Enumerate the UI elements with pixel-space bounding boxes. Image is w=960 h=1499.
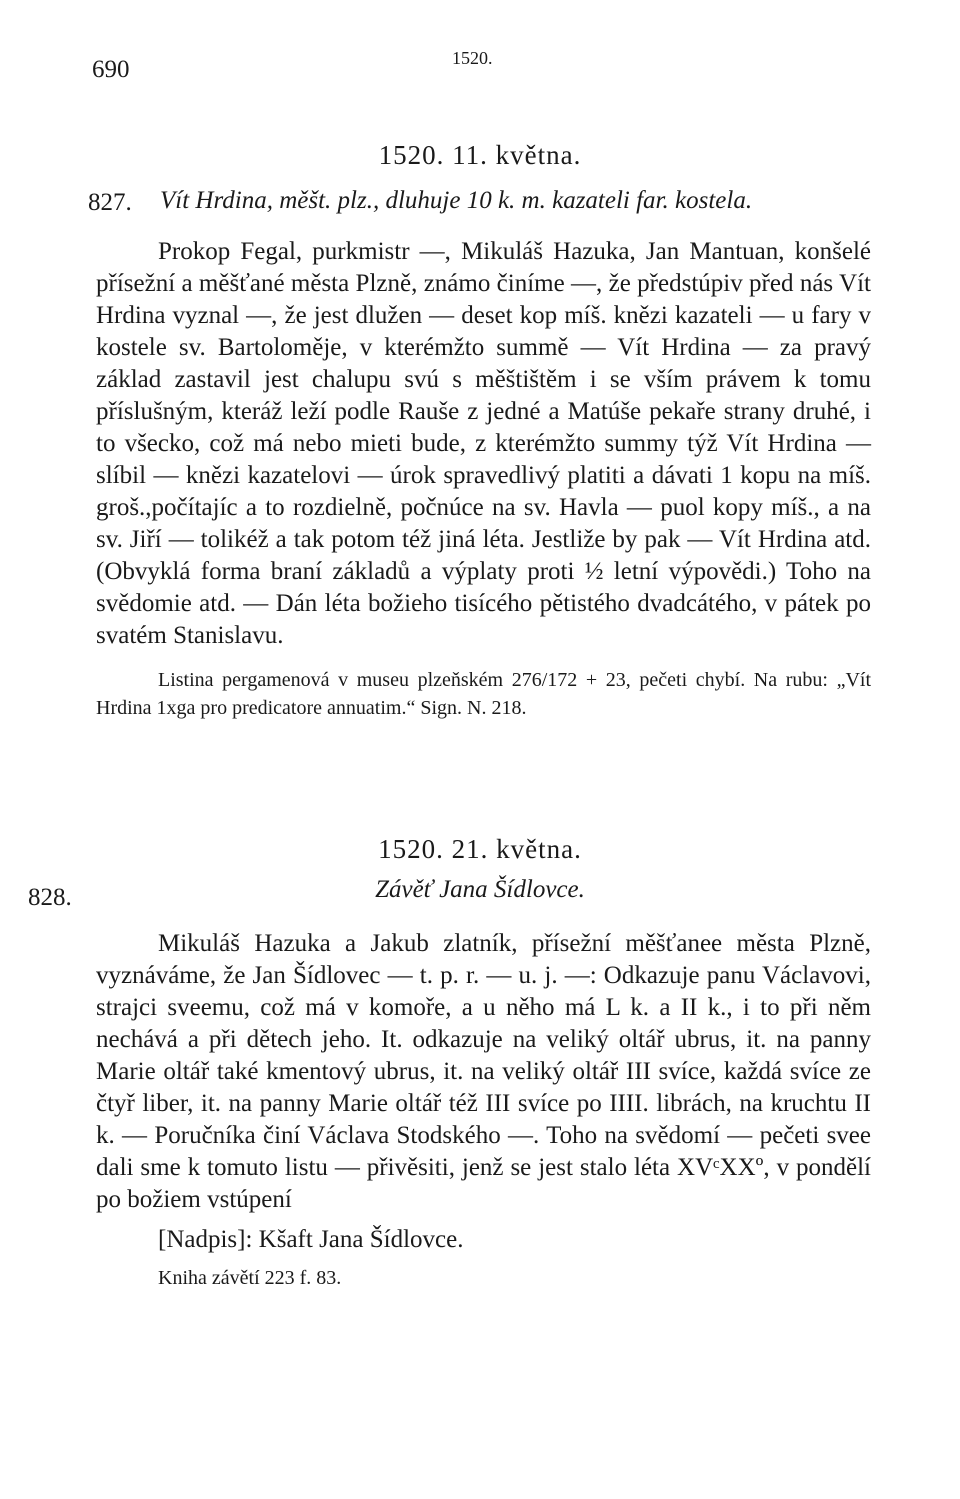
entry-827-text-block <box>96 236 871 722</box>
running-head: 1520. <box>452 48 493 68</box>
entry-827-body: Prokop Fegal, purkmistr —, Mikuláš Hazuka, Jan Mantuan, konšelé přísežní a měšťané města Plzně, známo činíme —, že předstúpiv před nás Vít Hrdina vyznal —, že jest dlužen — deset kop míš. knězi kazateli — u fary v kostele sv. Bartoloměje, v kterémžto summě — Vít Hrdina — za pravý základ zastavil jest chalupu svú s měštištěm i se vším právem k tomu příslušným, kteráž leží podle Rauše z jedné a Matúše pekaře strany druhé, i to všecko, což má nebo mieti bude, z kterémžto summy týž Vít Hrdina — slíbil — knězi kazatelovi — úrok spravedlivý platiti a dávati 1 kopu na míš. groš.,počítajíc a to rozdielně, počnúce na sv. Havla — puol kopy míš., a na sv. Jiří — tolikéž a tak potom též jiná léta. Jestliže by pak — Vít Hrdina atd. (Obvyklá forma braní základů a výplaty proti ½ letní výpovědi.) Toho na svědomie atd. — Dán léta božieho tisícého pětistého dvadcátého, v pátek po svatém Stanislavu. <box>96 238 871 649</box>
entry-828-text-block <box>96 928 871 1292</box>
entry-827-number: 827. <box>88 189 132 216</box>
entry-828-date: 1520. 21. května. <box>378 834 582 864</box>
entry-828-inscription: [Nadpis]: Kšaft Jana Šídlovce. <box>158 1226 464 1253</box>
page-number: 690 <box>92 56 130 83</box>
entry-828-number: 828. <box>28 884 72 911</box>
entry-827-note: Listina pergamenová v museu plzeňském 276/172 + 23, pečeti chybí. Na rubu: „Vít Hrdina 1xga pro predicatore annuatim.“ Sign. N. 218. <box>96 669 871 719</box>
entry-828-title: Závěť Jana Šídlovce. <box>375 876 585 903</box>
entry-827-title: Vít Hrdina, měšt. plz., dluhuje 10 k. m. kazateli far. kostela. <box>160 187 753 214</box>
entry-827-date: 1520. 11. května. <box>378 140 582 170</box>
entry-828-body: Mikuláš Hazuka a Jakub zlatník, přísežní měšťanee města Plzně, vyznáváme, že Jan Šídlovec — t. p. r. — u. j. —: Odkazuje panu Václavovi, strajci sveemu, což má v komoře, a u něho má L k. a II k., i to při něm nechává a při dětech jeho. It. odkazuje na veliký oltář ubrus, it. na panny Marie oltář také kmentový ubrus, it. na veliký oltář III svíce, každá svíce ze čtyř liber, it. na panny Marie oltář též III svíce po IIII. librách, na kruchtu II k. — Poručníka činí Václava Stodského —. Toho na svědomí — pečeti svee dali sme k tomuto listu — přivěsiti, jenž se jest stalo léta XVᶜXXº, v pondělí po božiem vstúpení <box>96 930 871 1213</box>
entry-828-source: Kniha závětí 223 f. 83. <box>158 1267 342 1289</box>
